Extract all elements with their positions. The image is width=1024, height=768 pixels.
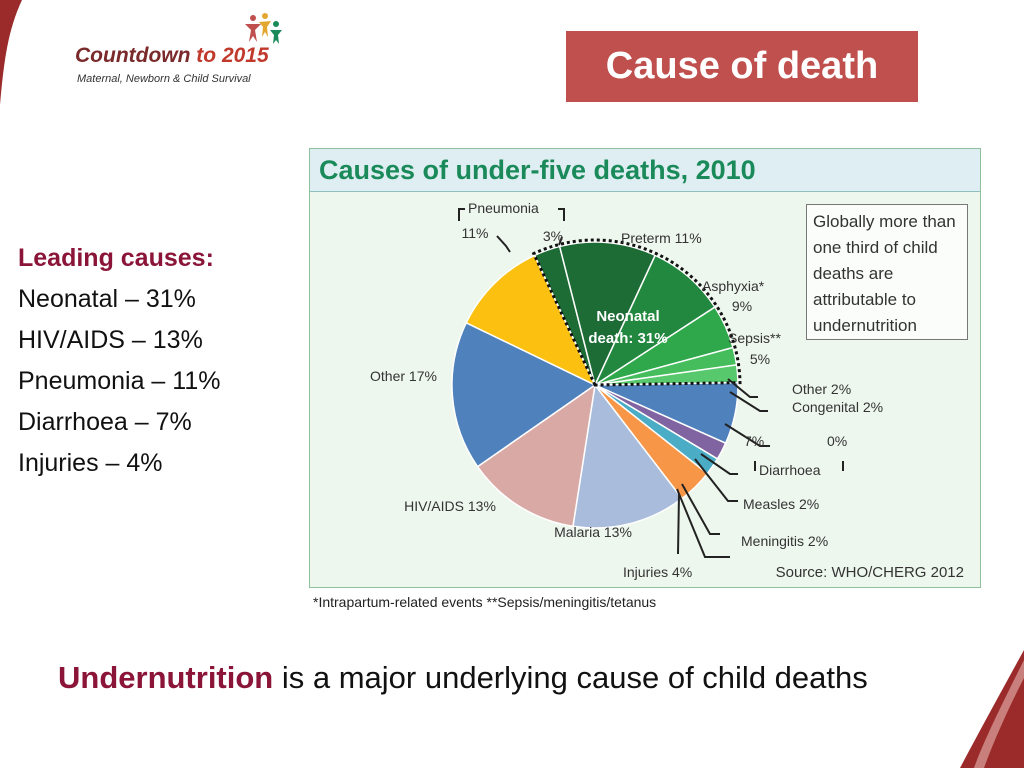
logo-figures-icon	[235, 12, 295, 46]
diarrhoea-group-label: Diarrhoea	[759, 462, 821, 478]
slice-label: 7%	[744, 433, 765, 449]
chart-footnote: *Intrapartum-related events **Sepsis/meningitis/tetanus	[313, 594, 657, 610]
slice-label: Malaria 13%	[554, 524, 632, 540]
slice-label: 11%	[461, 225, 489, 241]
bottom-statement	[58, 656, 938, 700]
chart-title: Causes of under-five deaths, 2010	[319, 155, 756, 185]
neonatal-label: Neonatal	[596, 308, 660, 325]
leading-cause-item: Injuries – 4%	[18, 449, 163, 477]
leading-cause-item: Pneumonia – 11%	[18, 367, 221, 395]
leading-cause-item: Diarrhoea – 7%	[18, 408, 192, 436]
chart-panel	[309, 148, 981, 588]
bottom-rest: is a major underlying cause of child deaths	[273, 660, 868, 695]
slice-label: Preterm 11%	[621, 230, 702, 246]
neonatal-label: death: 31%	[588, 330, 668, 347]
slice-label: 5%	[749, 351, 771, 367]
leading-cause-item: Neonatal – 31%	[18, 285, 196, 313]
corner-decoration-bottom-right	[940, 650, 1024, 768]
slice-label: 9%	[731, 298, 753, 314]
corner-decoration-top-left	[0, 0, 30, 110]
slice-label: Congenital 2%	[792, 399, 884, 415]
slice-label: Other 2%	[792, 381, 852, 397]
chart-source: Source: WHO/CHERG 2012	[775, 564, 964, 581]
undernutrition-note: Globally more than one third of child deaths are attributable to undernutrition	[806, 204, 968, 340]
slice-label: Meningitis 2%	[741, 533, 829, 549]
leading-causes-heading: Leading causes:	[18, 244, 214, 272]
slice-label: Measles 2%	[743, 496, 820, 512]
countdown-logo	[75, 12, 305, 92]
slide-title: Cause of death	[566, 31, 918, 102]
bottom-emphasis: Undernutrition	[58, 660, 274, 695]
leading-causes	[18, 238, 220, 484]
slice-label: 0%	[827, 433, 848, 449]
slice-label: Sepsis**	[728, 330, 781, 346]
slice-label: Injuries 4%	[623, 564, 693, 580]
slice-label: Other 17%	[370, 368, 437, 384]
slice-label: Asphyxia*	[702, 278, 765, 294]
slice-label: 3%	[542, 228, 564, 244]
leading-cause-item: HIV/AIDS – 13%	[18, 326, 203, 354]
pneumonia-group-label: Pneumonia	[468, 200, 539, 216]
slice-label: HIV/AIDS 13%	[404, 498, 496, 514]
logo-title: Countdown to 2015	[75, 44, 269, 67]
logo-subtitle: Maternal, Newborn & Child Survival	[77, 73, 251, 85]
